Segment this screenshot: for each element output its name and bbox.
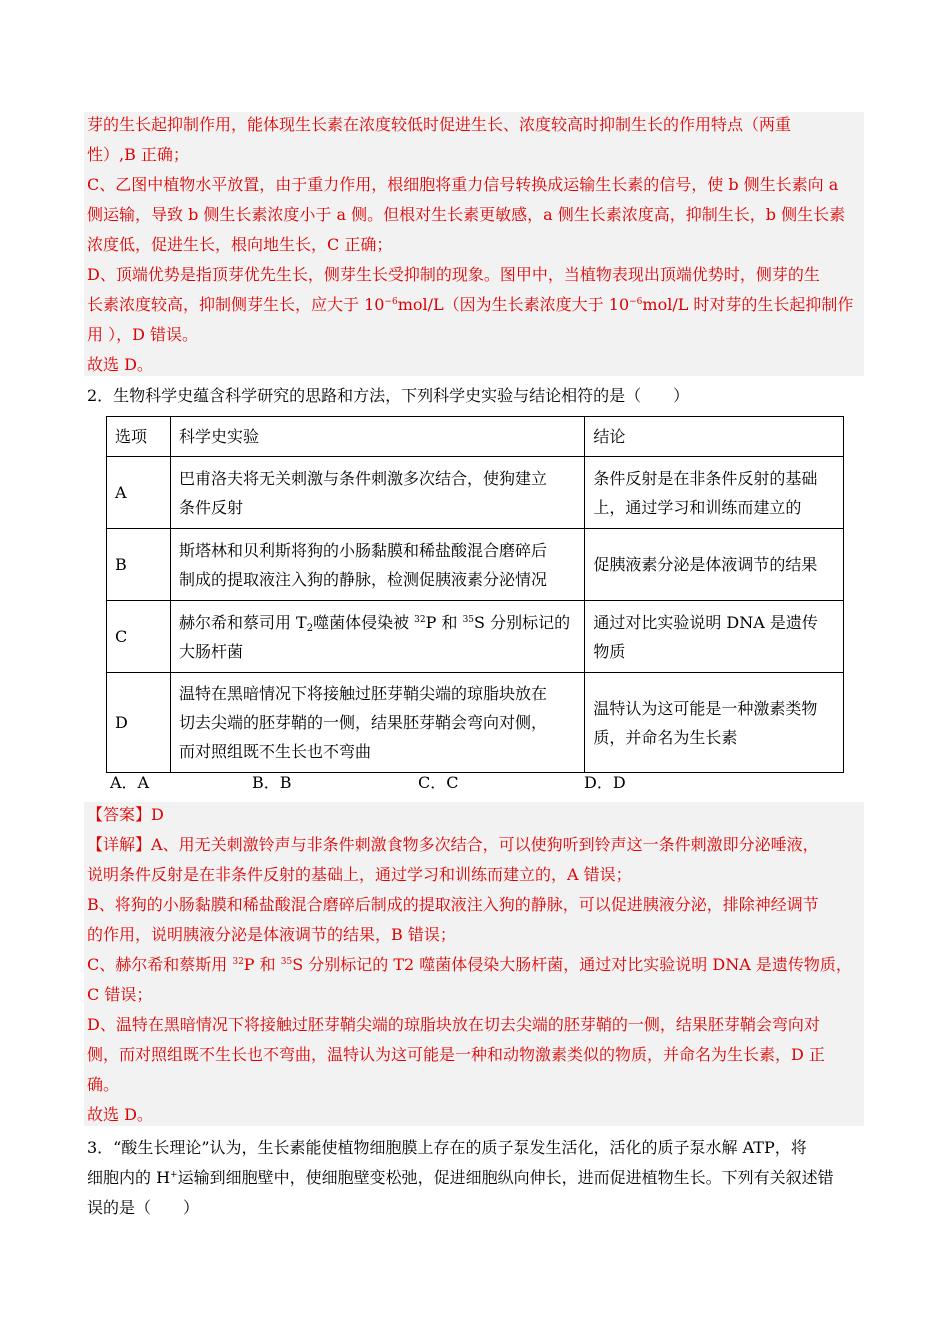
answer2-line-7: C 错误； [87,985,153,1004]
answer1-line-6: D、顶端优势是指顶芽优先生长，侧芽生长受抑制的现象。图甲中，当植物表现出顶端优势时，侧芽的生 [87,265,820,284]
answer1-line-3: C、乙图中植物水平放置，由于重力作用，根细胞将重力信号转换成运输生长素的信号，使 b 侧生长素向 a [87,175,839,194]
answer1-line-5: 浓度低，促进生长，根向地生长，C 正确； [87,235,393,254]
table-row [107,529,844,601]
answer1-line-2: 性）,B 正确； [87,145,189,164]
option-c: C．C [418,773,459,792]
option-a: A．A [110,773,150,792]
question3-line-3: 误的是（ ） [87,1198,200,1217]
question3-line-1: 3．“酸生长理论”认为，生长素能使植物细胞膜上存在的质子泵发生活化，活化的质子泵水解 ATP，将 [87,1138,807,1157]
answer2-line-c: C、赫尔希和蔡斯用 $^{32}$P 和 $^{35}$S 分别标记的 T2 噬菌体侵染大肠杆菌，通过对比实验说明 DNA 是遗传物质， [87,955,852,974]
row-experiment: 巴甫洛夫将无关刺激与条件刺激多次结合，使狗建立 条件反射 [170,457,584,529]
answer2-line-8: D、温特在黑暗情况下将接触过胚芽鞘尖端的琼脂块放在切去尖端的胚芽鞘的一侧，结果胚芽鞘会弯向对 [87,1015,820,1034]
table-row [107,457,844,529]
row-conclusion: 温特认为这可能是一种激素类物 质，并命名为生长素 [585,673,844,773]
row-option: B [107,529,171,601]
row-experiment: 斯塔林和贝利斯将狗的小肠黏膜和稀盐酸混合磨碎后 制成的提取液注入狗的静脉，检测促胰液素分泌情况 [170,529,584,601]
answer2-line-4: B、将狗的小肠黏膜和稀盐酸混合磨碎后制成的提取液注入狗的静脉，可以促进胰液分泌，排除神经调节 [87,895,819,914]
row-experiment: 赫尔希和蔡司用 $T_2$噬菌体侵染被 $^{32}$P 和 $^{35}$S 分别标记的 大肠杆菌 [170,601,584,673]
question2-stem: 2．生物科学史蕴含科学研究的思路和方法，下列科学史实验与结论相符的是（ ） [87,386,690,405]
header-experiment: 科学史实验 [170,417,584,457]
row-conclusion: 条件反射是在非条件反射的基础 上，通过学习和训练而建立的 [585,457,844,529]
table-header-row [107,417,844,457]
answer1-line-1: 芽的生长起抑制作用，能体现生长素在浓度较低时促进生长、浓度较高时抑制生长的作用特点（两重 [87,115,792,134]
answer2-detail-line: 【详解】A、用无关刺激铃声与非条件刺激食物多次结合，可以使狗听到铃声这一条件刺激即分泌唾液， [87,835,819,854]
row-experiment: 温特在黑暗情况下将接触过胚芽鞘尖端的琼脂块放在 切去尖端的胚芽鞘的一侧，结果胚芽鞘会弯向对侧， 而对照组既不生长也不弯曲 [170,673,584,773]
question2-table [106,416,844,773]
answer2-line-3: 说明条件反射是在非条件反射的基础上，通过学习和训练而建立的，A 错误； [87,865,632,884]
answer2-line-9: 侧，而对照组既不生长也不弯曲，温特认为这可能是一种和动物激素类似的物质，并命名为生长素，D 正 [87,1045,825,1064]
answer2-answer-line: 【答案】D [87,805,164,824]
answer2-conclusion: 故选 D。 [87,1105,153,1124]
table-row [107,673,844,773]
row-option: C [107,601,171,673]
answer2-line-5: 的作用，说明胰液分泌是体液调节的结果，B 错误； [87,925,456,944]
answer1-conclusion: 故选 D。 [87,355,153,374]
header-option: 选项 [107,417,171,457]
option-d: D．D [584,773,626,792]
question3-line-2: 细胞内的 H+运输到细胞壁中，使细胞壁变松弛，促进细胞纵向伸长，进而促进植物生长。下列有关叙述错 [87,1168,834,1187]
answer1-line-8: 用 ），D 错误。 [87,325,199,344]
row-option: D [107,673,171,773]
row-option: A [107,457,171,529]
row-conclusion: 促胰液素分泌是体液调节的结果 [585,529,844,601]
header-conclusion: 结论 [585,417,844,457]
row-conclusion: 通过对比实验说明 DNA 是遗传 物质 [585,601,844,673]
table-row [107,601,844,673]
answer1-line-7: 长素浓度较高，抑制侧芽生长，应大于 $10^{-6}mol/L$（因为生长素浓度大于 $10^{-6}mol/L$ 时对芽的生长起抑制作 [87,295,854,314]
option-b: B．B [252,773,292,792]
answer2-line-10: 确。 [87,1075,120,1094]
answer1-line-4: 侧运输，导致 b 侧生长素浓度小于 a 侧。但根对生长素更敏感，a 侧生长素浓度高，抑制生长，b 侧生长素 [87,205,846,224]
